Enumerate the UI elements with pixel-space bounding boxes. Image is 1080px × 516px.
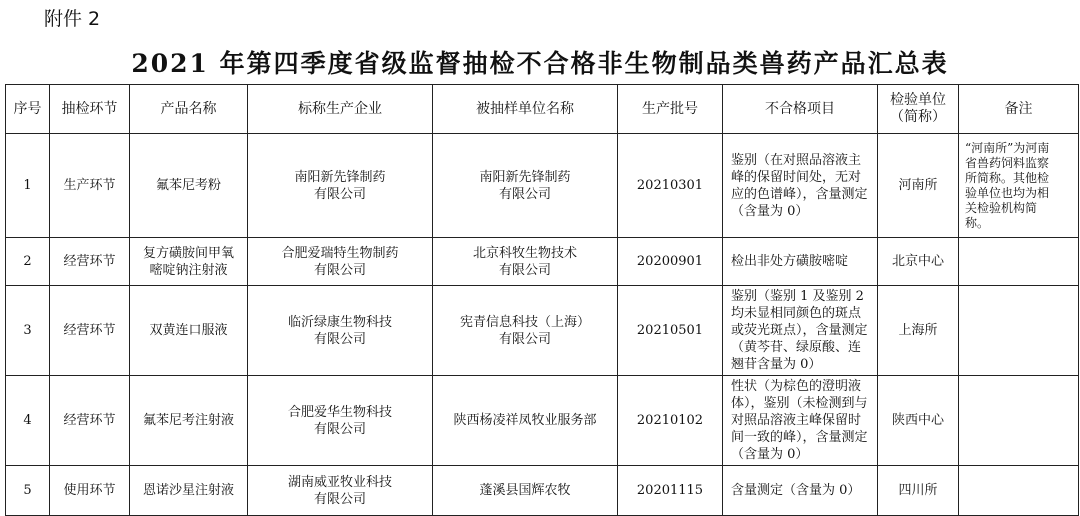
row-product: 恩诺沙星注射液 xyxy=(130,466,248,516)
header-index: 序号 xyxy=(6,85,50,134)
table-row xyxy=(6,134,1079,238)
row-index: 2 xyxy=(6,238,50,286)
row-product: 氟苯尼考注射液 xyxy=(130,376,248,466)
row-lab: 河南所 xyxy=(878,134,959,238)
row-failed-item: 含量测定（含量为 0） xyxy=(723,466,878,516)
row-lab: 北京中心 xyxy=(878,238,959,286)
row-note xyxy=(959,466,1079,516)
table-row xyxy=(6,238,1079,286)
row-failed-item: 鉴别（在对照品溶液主 峰的保留时间处，无对 应的色谱峰），含量测定 （含量为 0） xyxy=(723,134,878,238)
header-failed-item: 不合格项目 xyxy=(723,85,878,134)
row-lab: 陕西中心 xyxy=(878,376,959,466)
row-index: 1 xyxy=(6,134,50,238)
row-batch: 20210501 xyxy=(618,286,723,376)
row-failed-item: 性状（为棕色的澄明液 体），鉴别（未检测到与 对照品溶液主峰保留时 间一致的峰），含量测定 （含量为 0） xyxy=(723,376,878,466)
row-stage: 经营环节 xyxy=(50,238,130,286)
row-note xyxy=(959,286,1079,376)
row-lab: 四川所 xyxy=(878,466,959,516)
row-index: 4 xyxy=(6,376,50,466)
header-lab: 检验单位 （简称） xyxy=(878,85,959,134)
row-index: 5 xyxy=(6,466,50,516)
row-batch: 20201115 xyxy=(618,466,723,516)
results-table xyxy=(5,84,1079,516)
row-lab: 上海所 xyxy=(878,286,959,376)
table-row xyxy=(6,466,1079,516)
row-product: 复方磺胺间甲氧 嘧啶钠注射液 xyxy=(130,238,248,286)
attachment-label: 附件 2 xyxy=(44,8,101,30)
row-sampled-unit: 宪青信息科技（上海） 有限公司 xyxy=(433,286,618,376)
header-note: 备注 xyxy=(959,85,1079,134)
row-product: 双黄连口服液 xyxy=(130,286,248,376)
row-sampled-unit: 南阳新先锋制药 有限公司 xyxy=(433,134,618,238)
row-stage: 生产环节 xyxy=(50,134,130,238)
row-product: 氟苯尼考粉 xyxy=(130,134,248,238)
row-manufacturer: 临沂绿康生物科技 有限公司 xyxy=(248,286,433,376)
row-batch: 20200901 xyxy=(618,238,723,286)
header-batch: 生产批号 xyxy=(618,85,723,134)
row-note: “河南所”为河南 省兽药饲料监察 所简称。其他检 验单位也均为相 关检验机构简 称。 xyxy=(959,134,1079,238)
row-note xyxy=(959,238,1079,286)
row-manufacturer: 南阳新先锋制药 有限公司 xyxy=(248,134,433,238)
header-sampled-unit: 被抽样单位名称 xyxy=(433,85,618,134)
row-sampled-unit: 陕西杨凌祥凤牧业服务部 xyxy=(433,376,618,466)
row-stage: 经营环节 xyxy=(50,286,130,376)
header-row xyxy=(6,85,1079,134)
row-failed-item: 鉴别（鉴别 1 及鉴别 2 均未显相同颜色的斑点 或荧光斑点），含量测定 （黄芩苷、绿原酸、连 翘苷含量为 0） xyxy=(723,286,878,376)
row-batch: 20210102 xyxy=(618,376,723,466)
row-batch: 20210301 xyxy=(618,134,723,238)
table-row xyxy=(6,376,1079,466)
row-sampled-unit: 蓬溪县国辉农牧 xyxy=(433,466,618,516)
row-note xyxy=(959,376,1079,466)
header-manufacturer: 标称生产企业 xyxy=(248,85,433,134)
row-manufacturer: 合肥爱瑞特生物制药 有限公司 xyxy=(248,238,433,286)
header-stage: 抽检环节 xyxy=(50,85,130,134)
row-manufacturer: 合肥爱华生物科技 有限公司 xyxy=(248,376,433,466)
document-title: 2021 年第四季度省级监督抽检不合格非生物制品类兽药产品汇总表 xyxy=(131,49,949,78)
row-stage: 经营环节 xyxy=(50,376,130,466)
row-sampled-unit: 北京科牧生物技术 有限公司 xyxy=(433,238,618,286)
table-row xyxy=(6,286,1079,376)
row-failed-item: 检出非处方磺胺嘧啶 xyxy=(723,238,878,286)
row-stage: 使用环节 xyxy=(50,466,130,516)
header-product: 产品名称 xyxy=(130,85,248,134)
row-manufacturer: 湖南威亚牧业科技 有限公司 xyxy=(248,466,433,516)
row-index: 3 xyxy=(6,286,50,376)
